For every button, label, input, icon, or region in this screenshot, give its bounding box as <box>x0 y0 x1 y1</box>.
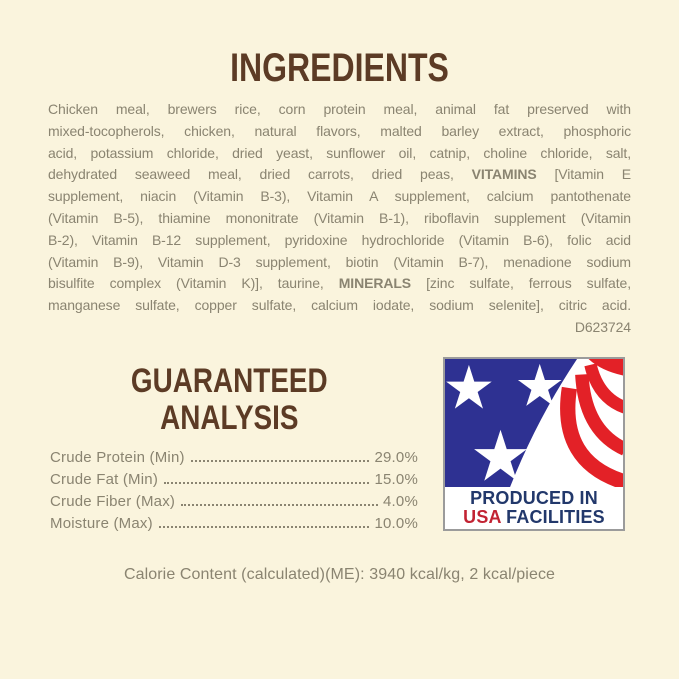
dot-leader <box>159 526 370 528</box>
guaranteed-analysis-title-line2: ANALYSIS <box>160 399 299 437</box>
ingredients-text-segment: [Vitamin E <box>536 166 632 183</box>
ingredients-line <box>48 186 631 208</box>
ingredients-text-segment: supplement, niacin (Vitamin B-3), Vitamin A supplement, calcium pantothenate <box>48 188 631 205</box>
dot-leader <box>164 482 369 484</box>
ingredients-text-segment: manganese sulfate, copper sulfate, calcium iodate, sodium selenite], citric acid. <box>48 297 631 314</box>
ingredients-line <box>48 230 631 252</box>
guaranteed-analysis-title-line1: GUARANTEED <box>130 362 328 400</box>
guaranteed-analysis-column <box>0 357 443 535</box>
ingredients-line <box>48 121 631 143</box>
ingredients-lines <box>48 99 631 317</box>
ingredients-text-segment: [zinc sulfate, ferrous sulfate, <box>411 275 632 292</box>
analysis-label: Crude Protein (Min) <box>50 449 185 466</box>
analysis-value: 4.0% <box>383 492 418 510</box>
ingredients-text-segment: acid, potassium chloride, dried yeast, sunflower oil, catnip, choline chloride, salt, <box>48 144 631 161</box>
ingredients-line <box>48 143 631 165</box>
ingredients-line <box>48 252 631 274</box>
ingredients-line <box>48 273 631 295</box>
analysis-label: Crude Fiber (Max) <box>50 492 176 510</box>
analysis-row <box>50 491 418 513</box>
ingredients-line <box>48 99 631 121</box>
usa-flag-icon <box>445 359 623 487</box>
ingredients-text-segment: mixed-tocopherols, chicken, natural flavors, malted barley extract, phosphoric <box>48 122 631 139</box>
analysis-row <box>50 513 418 535</box>
produced-in-label: PRODUCED IN <box>470 487 598 508</box>
ingredients-text-segment: B-2), Vitamin B-12 supplement, pyridoxine hydrochloride (Vitamin B-6), folic acid <box>48 231 631 248</box>
ingredients-text-segment: Chicken meal, brewers rice, corn protein meal, animal fat preserved with <box>48 101 631 117</box>
analysis-label: Moisture (Max) <box>50 514 153 532</box>
analysis-value: 15.0% <box>374 470 418 488</box>
produced-in-usa-text <box>448 487 621 526</box>
ingredients-bold-term: VITAMINS <box>471 166 537 183</box>
calorie-content-line: Calorie Content (calculated)(ME): 3940 kcal/kg, 2 kcal/piece <box>123 566 556 583</box>
analysis-value: 29.0% <box>374 449 418 466</box>
ingredients-line <box>48 295 631 317</box>
analysis-label: Crude Fat (Min) <box>50 470 159 488</box>
usa-facilities-line <box>448 507 621 526</box>
analysis-row <box>50 447 418 469</box>
ingredients-text-segment: (Vitamin B-5), thiamine mononitrate (Vitamin B-1), riboflavin supplement (Vitamin <box>48 209 631 226</box>
ingredients-text-segment: bisulfite complex (Vitamin K)], taurine, <box>48 275 339 292</box>
ingredients-text-segment: dehydrated seaweed meal, dried carrots, dried peas, <box>48 166 472 183</box>
analysis-row <box>50 469 418 491</box>
facilities-label: FACILITIES <box>506 506 605 527</box>
analysis-value: 10.0% <box>374 514 418 532</box>
ingredients-paragraph <box>48 99 631 339</box>
ingredients-title: INGREDIENTS <box>230 46 449 90</box>
ingredients-line <box>48 208 631 230</box>
guaranteed-analysis-title <box>40 363 403 437</box>
ingredients-text-segment: (Vitamin B-9), Vitamin D-3 supplement, biotin (Vitamin B-7), menadione sodium <box>48 253 631 270</box>
ingredients-bold-term: MINERALS <box>338 275 412 292</box>
dot-leader <box>181 504 378 506</box>
ingredients-batch-code: D623724 <box>574 318 631 335</box>
usa-label: USA <box>463 506 501 527</box>
ingredients-line <box>48 164 631 186</box>
dot-leader <box>191 460 370 462</box>
produced-in-usa-badge <box>443 357 625 531</box>
guaranteed-analysis-table <box>50 447 418 535</box>
guaranteed-analysis-section <box>0 357 679 537</box>
